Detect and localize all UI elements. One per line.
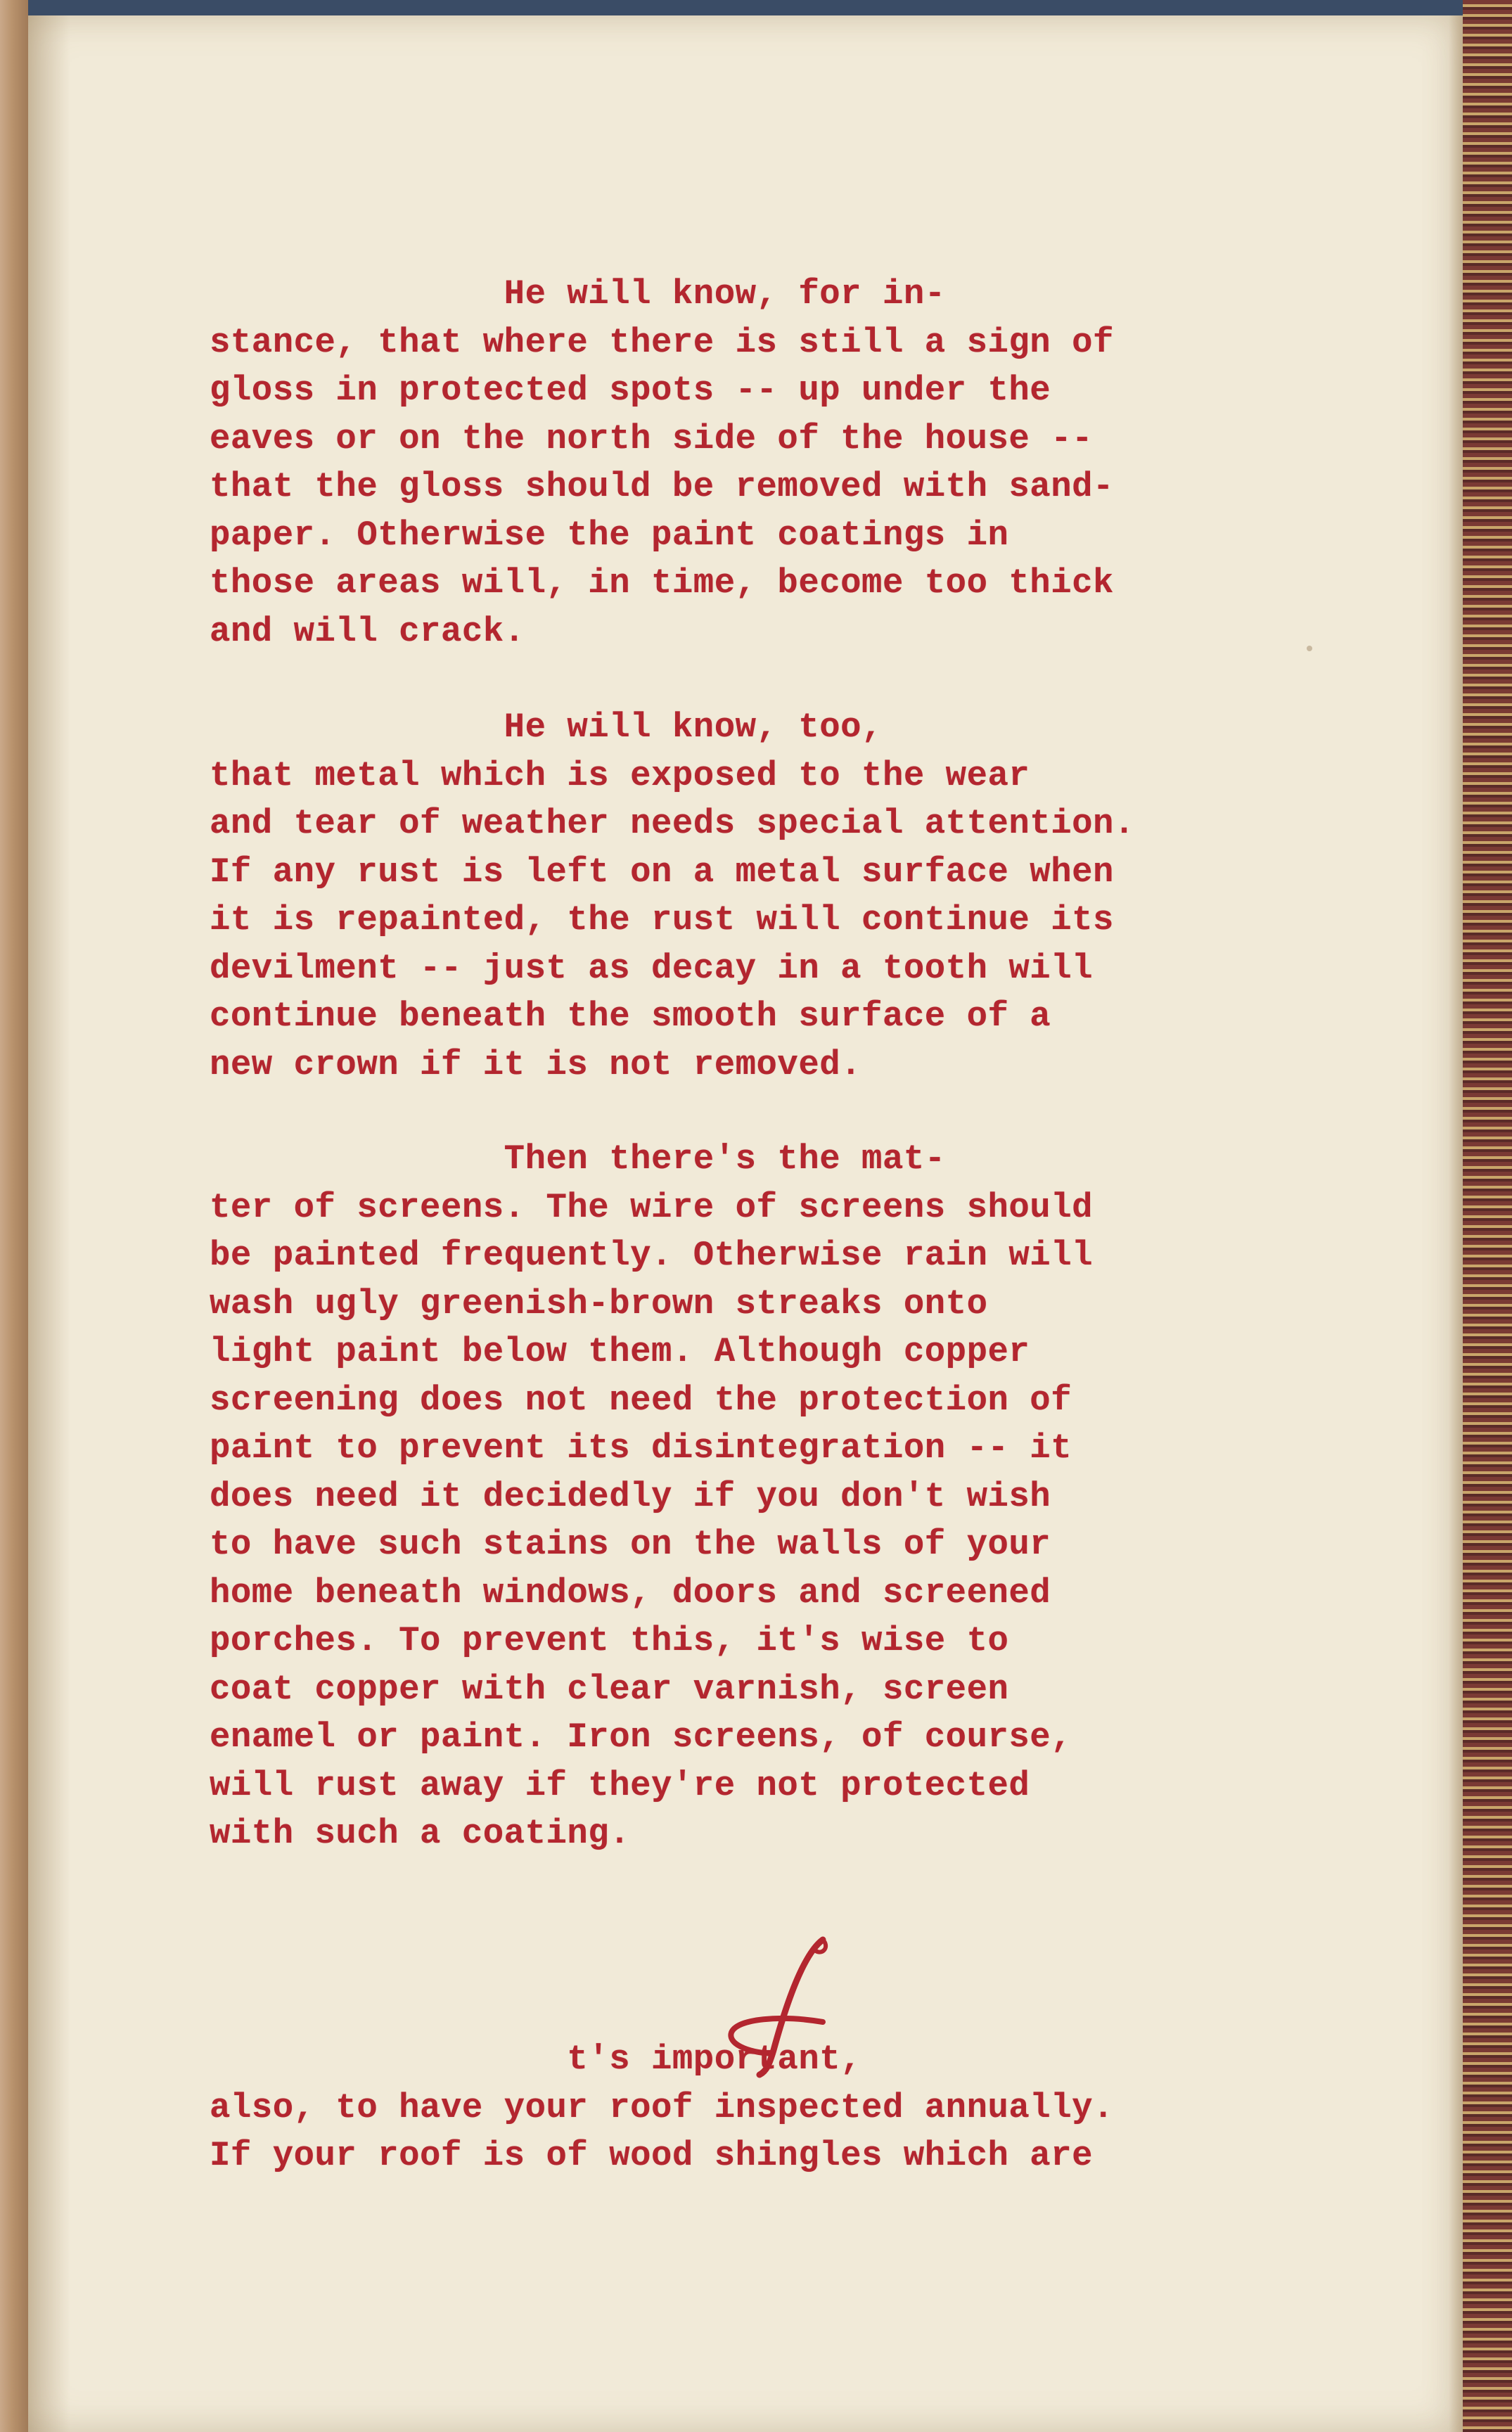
text-line: stance, that where there is still a sign of — [210, 322, 1114, 362]
text-line: continue beneath the smooth surface of a — [210, 997, 1051, 1036]
text-line: enamel or paint. Iron screens, of course, — [210, 1717, 1072, 1757]
paper-speck — [1307, 646, 1312, 651]
text-line: eaves or on the north side of the house -- — [210, 418, 1094, 459]
paragraph-gloss — [210, 270, 1114, 655]
text-line: coat copper with clear varnish, screen — [210, 1669, 1009, 1709]
text-line: to have such stains on the walls of your — [210, 1525, 1051, 1564]
text-line: devilment -- just as decay in a tooth will — [210, 948, 1094, 988]
text-line: ter of screens. The wire of screens should — [210, 1187, 1094, 1227]
text-line: If your roof is of wood shingles which are — [210, 2136, 1094, 2175]
text-line: does need it decidedly if you don't wish — [210, 1476, 1051, 1516]
book-cover-right-edge — [1463, 0, 1512, 2432]
text-line: screening does not need the protection of — [210, 1380, 1072, 1420]
book-cover-top — [0, 0, 1512, 15]
text-line: wash ugly greenish-brown streaks onto — [210, 1284, 988, 1324]
text-line: t's important, — [210, 2040, 862, 2079]
paragraph-roof — [210, 2035, 1114, 2180]
text-line: that the gloss should be removed with sand- — [210, 467, 1114, 506]
text-line: light paint below them. Although copper — [210, 1332, 1030, 1371]
text-line: home beneath windows, doors and screened — [210, 1573, 1051, 1613]
text-line: gloss in protected spots -- up under the — [210, 371, 1051, 410]
text-line: and tear of weather needs special attention. — [210, 804, 1135, 843]
text-line: and will crack. — [210, 611, 525, 651]
text-line: it is repainted, the rust will continue its — [210, 900, 1114, 940]
paragraph-screens — [210, 1135, 1093, 1858]
text-line: porches. To prevent this, it's wise to — [210, 1621, 1009, 1660]
text-line: He will know, too, — [210, 708, 883, 747]
text-line: will rust away if they're not protected — [210, 1765, 1030, 1805]
text-line: be painted frequently. Otherwise rain will — [210, 1236, 1094, 1275]
text-line: new crown if it is not removed. — [210, 1044, 862, 1084]
text-line: Then there's the mat- — [210, 1139, 946, 1179]
text-line: paint to prevent its disintegration -- it — [210, 1428, 1072, 1468]
text-line: those areas will, in time, become too thick — [210, 563, 1114, 603]
book-spine-left — [0, 0, 28, 2432]
paragraph-metal-rust — [210, 703, 1135, 1089]
text-line: that metal which is exposed to the wear — [210, 755, 1030, 795]
text-line: He will know, for in- — [210, 274, 946, 314]
page-gutter-shadow — [28, 15, 70, 2432]
text-line: with such a coating. — [210, 1814, 631, 1853]
text-line: paper. Otherwise the paint coatings in — [210, 515, 1009, 555]
text-line: also, to have your roof inspected annually. — [210, 2087, 1114, 2127]
text-line: If any rust is left on a metal surface when — [210, 852, 1114, 892]
